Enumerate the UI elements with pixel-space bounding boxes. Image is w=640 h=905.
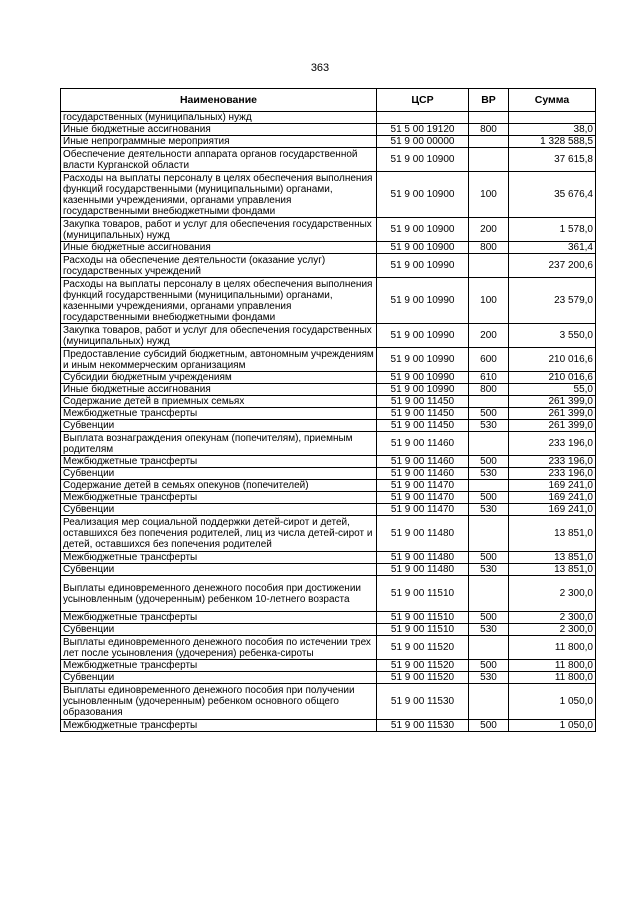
cell-name: Субвенции (61, 624, 377, 636)
cell-vr: 500 (469, 660, 509, 672)
table-row (61, 636, 596, 660)
cell-csr (377, 112, 469, 124)
cell-csr: 51 9 00 11520 (377, 636, 469, 660)
cell-name: Иные бюджетные ассигнования (61, 242, 377, 254)
cell-vr: 100 (469, 172, 509, 218)
table-row (61, 384, 596, 396)
cell-amount: 1 050,0 (509, 684, 596, 720)
cell-vr: 500 (469, 408, 509, 420)
cell-name: Выплата вознаграждения опекунам (попечителям), приемным родителям (61, 432, 377, 456)
cell-amount: 210 016,6 (509, 348, 596, 372)
cell-vr (469, 112, 509, 124)
cell-amount: 35 676,4 (509, 172, 596, 218)
cell-amount: 261 399,0 (509, 408, 596, 420)
table-row (61, 684, 596, 720)
budget-table (60, 88, 596, 732)
table-row (61, 278, 596, 324)
table-row (61, 576, 596, 612)
cell-vr: 530 (469, 672, 509, 684)
cell-vr (469, 576, 509, 612)
cell-csr: 51 9 00 11480 (377, 552, 469, 564)
cell-name: Иные непрограммные мероприятия (61, 136, 377, 148)
table-row (61, 552, 596, 564)
cell-amount: 11 800,0 (509, 636, 596, 660)
cell-name: Субвенции (61, 420, 377, 432)
table-row (61, 112, 596, 124)
cell-vr (469, 136, 509, 148)
table-row (61, 242, 596, 254)
cell-name: Межбюджетные трансферты (61, 720, 377, 732)
cell-amount: 37 615,8 (509, 148, 596, 172)
table-row (61, 254, 596, 278)
table-row (61, 624, 596, 636)
cell-csr: 51 9 00 11480 (377, 516, 469, 552)
cell-name: Расходы на выплаты персоналу в целях обеспечения выполнения функций государственными (муниципальными) органами, казенными учреждениями, органами управления государственными внебюджетными фондами (61, 278, 377, 324)
table-header-row (61, 89, 596, 112)
cell-csr: 51 9 00 11450 (377, 396, 469, 408)
cell-vr: 800 (469, 384, 509, 396)
cell-amount: 2 300,0 (509, 612, 596, 624)
cell-csr: 51 9 00 10990 (377, 384, 469, 396)
cell-csr: 51 9 00 10900 (377, 242, 469, 254)
cell-csr: 51 9 00 10900 (377, 148, 469, 172)
cell-vr: 800 (469, 124, 509, 136)
cell-amount: 13 851,0 (509, 552, 596, 564)
cell-amount: 1 328 588,5 (509, 136, 596, 148)
cell-amount: 233 196,0 (509, 468, 596, 480)
cell-vr: 500 (469, 456, 509, 468)
cell-amount: 169 241,0 (509, 492, 596, 504)
table-row (61, 672, 596, 684)
cell-vr (469, 148, 509, 172)
cell-amount: 261 399,0 (509, 396, 596, 408)
cell-name: Закупка товаров, работ и услуг для обеспечения государственных (муниципальных) нужд (61, 324, 377, 348)
table-row (61, 504, 596, 516)
cell-name: Межбюджетные трансферты (61, 492, 377, 504)
cell-name: Содержание детей в приемных семьях (61, 396, 377, 408)
cell-name: Выплаты единовременного денежного пособия при достижении усыновленным (удочеренным) ребенком 10-летнего возраста (61, 576, 377, 612)
cell-amount: 55,0 (509, 384, 596, 396)
cell-csr: 51 9 00 11480 (377, 564, 469, 576)
cell-amount: 1 578,0 (509, 218, 596, 242)
cell-amount: 13 851,0 (509, 564, 596, 576)
cell-amount: 3 550,0 (509, 324, 596, 348)
cell-csr: 51 9 00 10900 (377, 218, 469, 242)
table-row (61, 432, 596, 456)
cell-csr: 51 9 00 10990 (377, 372, 469, 384)
cell-vr: 530 (469, 468, 509, 480)
table-row (61, 456, 596, 468)
table-row (61, 372, 596, 384)
table-body (61, 112, 596, 732)
cell-amount: 210 016,6 (509, 372, 596, 384)
cell-amount: 361,4 (509, 242, 596, 254)
table-row (61, 218, 596, 242)
table-row (61, 480, 596, 492)
cell-csr: 51 9 00 11470 (377, 492, 469, 504)
cell-vr: 500 (469, 492, 509, 504)
cell-name: Субсидии бюджетным учреждениям (61, 372, 377, 384)
cell-amount (509, 112, 596, 124)
cell-csr: 51 9 00 10990 (377, 254, 469, 278)
cell-csr: 51 9 00 00000 (377, 136, 469, 148)
table-row (61, 408, 596, 420)
cell-name: Выплаты единовременного денежного пособия по истечении трех лет после усыновления (удочерения) ребенка-сироты (61, 636, 377, 660)
cell-csr: 51 9 00 11470 (377, 504, 469, 516)
cell-amount: 169 241,0 (509, 504, 596, 516)
cell-csr: 51 9 00 11460 (377, 468, 469, 480)
table-row (61, 148, 596, 172)
table-row (61, 492, 596, 504)
cell-csr: 51 9 00 11510 (377, 612, 469, 624)
cell-vr: 100 (469, 278, 509, 324)
cell-name: Субвенции (61, 468, 377, 480)
cell-csr: 51 9 00 10990 (377, 348, 469, 372)
table-row (61, 136, 596, 148)
cell-amount: 237 200,6 (509, 254, 596, 278)
cell-name: Межбюджетные трансферты (61, 612, 377, 624)
cell-name: Межбюджетные трансферты (61, 552, 377, 564)
cell-amount: 11 800,0 (509, 672, 596, 684)
cell-csr: 51 9 00 11510 (377, 576, 469, 612)
cell-amount: 233 196,0 (509, 432, 596, 456)
table-row (61, 420, 596, 432)
cell-name: Межбюджетные трансферты (61, 456, 377, 468)
cell-vr (469, 396, 509, 408)
cell-vr (469, 480, 509, 492)
cell-amount: 23 579,0 (509, 278, 596, 324)
cell-name: Содержание детей в семьях опекунов (попечителей) (61, 480, 377, 492)
cell-name: Расходы на обеспечение деятельности (оказание услуг) государственных учреждений (61, 254, 377, 278)
header-name: Наименование (61, 89, 377, 112)
cell-name: Выплаты единовременного денежного пособия при получении усыновленным (удочеренным) ребенком основного общего образования (61, 684, 377, 720)
cell-csr: 51 9 00 11520 (377, 672, 469, 684)
cell-vr: 530 (469, 624, 509, 636)
cell-csr: 51 9 00 10900 (377, 172, 469, 218)
cell-name: Реализация мер социальной поддержки детей-сирот и детей, оставшихся без попечения родителей, лиц из числа детей-сирот и детей, оставшихся без попечения родителей (61, 516, 377, 552)
cell-vr (469, 516, 509, 552)
table-row (61, 324, 596, 348)
cell-csr: 51 9 00 11530 (377, 720, 469, 732)
cell-amount: 13 851,0 (509, 516, 596, 552)
table-row (61, 516, 596, 552)
header-vr: ВР (469, 89, 509, 112)
cell-vr: 530 (469, 564, 509, 576)
table-row (61, 348, 596, 372)
cell-amount: 169 241,0 (509, 480, 596, 492)
table-row (61, 172, 596, 218)
table-row (61, 612, 596, 624)
cell-name: Иные бюджетные ассигнования (61, 384, 377, 396)
table-row (61, 660, 596, 672)
cell-csr: 51 9 00 11530 (377, 684, 469, 720)
cell-name: Иные бюджетные ассигнования (61, 124, 377, 136)
cell-vr (469, 254, 509, 278)
cell-name: Субвенции (61, 672, 377, 684)
header-amount: Сумма (509, 89, 596, 112)
cell-vr: 610 (469, 372, 509, 384)
cell-csr: 51 9 00 10990 (377, 324, 469, 348)
cell-name: Закупка товаров, работ и услуг для обеспечения государственных (муниципальных) нужд (61, 218, 377, 242)
cell-vr: 800 (469, 242, 509, 254)
cell-amount: 233 196,0 (509, 456, 596, 468)
cell-vr: 530 (469, 420, 509, 432)
cell-vr: 200 (469, 218, 509, 242)
cell-name: Обеспечение деятельности аппарата органов государственной власти Курганской области (61, 148, 377, 172)
cell-name: Субвенции (61, 564, 377, 576)
cell-csr: 51 9 00 10990 (377, 278, 469, 324)
cell-csr: 51 9 00 11450 (377, 408, 469, 420)
cell-vr: 500 (469, 552, 509, 564)
cell-vr: 600 (469, 348, 509, 372)
cell-csr: 51 9 00 11460 (377, 456, 469, 468)
cell-csr: 51 9 00 11510 (377, 624, 469, 636)
cell-amount: 261 399,0 (509, 420, 596, 432)
cell-name: Межбюджетные трансферты (61, 660, 377, 672)
cell-amount: 11 800,0 (509, 660, 596, 672)
page-number: 363 (310, 62, 330, 74)
cell-name: Предоставление субсидий бюджетным, автономным учреждениям и иным некоммерческим организациям (61, 348, 377, 372)
table-row (61, 720, 596, 732)
cell-csr: 51 9 00 11460 (377, 432, 469, 456)
table-row (61, 396, 596, 408)
cell-vr (469, 636, 509, 660)
cell-amount: 38,0 (509, 124, 596, 136)
cell-csr: 51 9 00 11520 (377, 660, 469, 672)
cell-vr: 530 (469, 504, 509, 516)
cell-vr: 500 (469, 720, 509, 732)
cell-csr: 51 9 00 11450 (377, 420, 469, 432)
table-row (61, 124, 596, 136)
cell-amount: 1 050,0 (509, 720, 596, 732)
cell-vr: 500 (469, 612, 509, 624)
cell-vr: 200 (469, 324, 509, 348)
cell-vr (469, 684, 509, 720)
table-row (61, 468, 596, 480)
cell-amount: 2 300,0 (509, 624, 596, 636)
cell-csr: 51 9 00 11470 (377, 480, 469, 492)
cell-name: Межбюджетные трансферты (61, 408, 377, 420)
cell-amount: 2 300,0 (509, 576, 596, 612)
cell-name: Расходы на выплаты персоналу в целях обеспечения выполнения функций государственными (муниципальными) органами, казенными учреждениями, органами управления государственными внебюджетными фондами (61, 172, 377, 218)
cell-name: Субвенции (61, 504, 377, 516)
cell-name: государственных (муниципальных) нужд (61, 112, 377, 124)
header-csr: ЦСР (377, 89, 469, 112)
table-row (61, 564, 596, 576)
cell-csr: 51 5 00 19120 (377, 124, 469, 136)
cell-vr (469, 432, 509, 456)
